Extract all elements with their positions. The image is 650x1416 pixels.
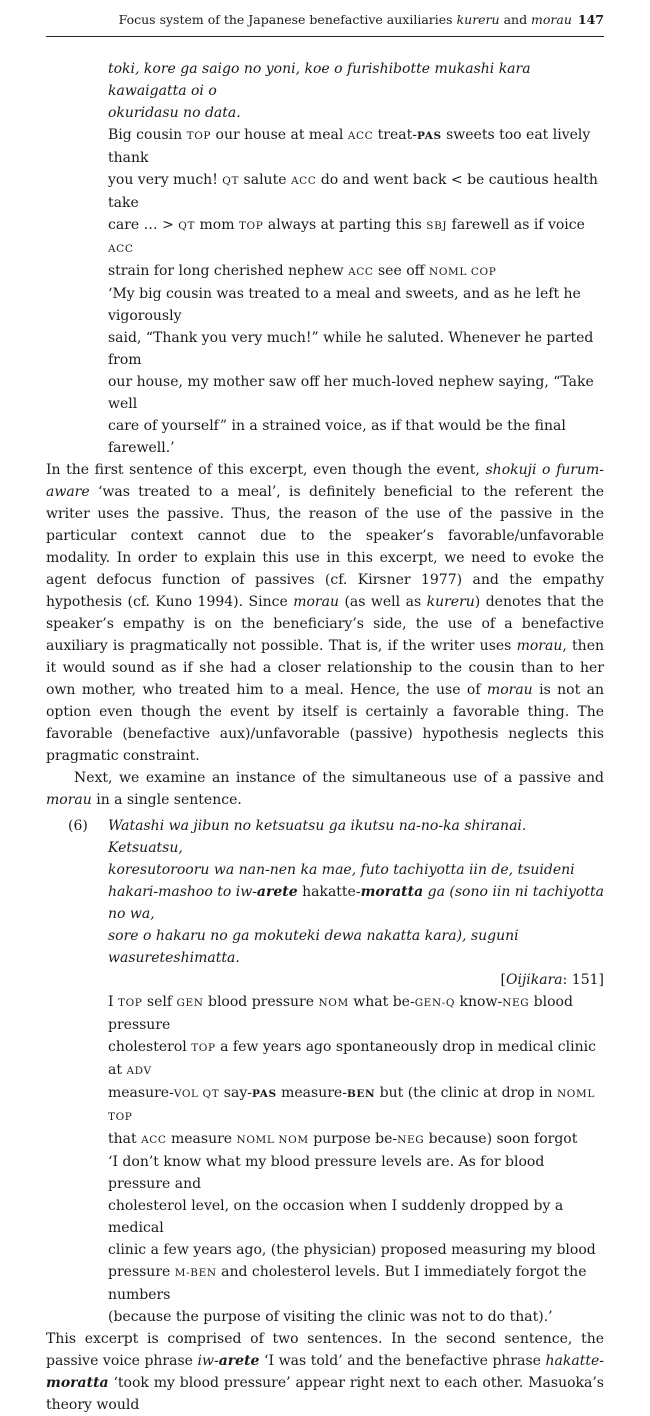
ex5-gloss-line: care … > QT mom TOP always at parting this SBJ farewell as if voice ACC — [108, 217, 585, 255]
ex5-translation-line: care of yourself” in a strained voice, as if that would be the final farewell.’ — [108, 418, 566, 456]
ex5-translation-line: said, “Thank you very much!” while he saluted. Whenever he parted from — [108, 330, 594, 368]
ex6-gloss-line: that ACC measure NOML NOM purpose be-NEG because) soon forgot — [108, 1131, 578, 1147]
ex6-japanese-line: sore o hakaru no ga mokuteki dewa nakatta kara), suguni wasureteshimatta. — [108, 928, 519, 966]
body-paragraph-3: This excerpt is comprised of two sentences. In the second sentence, the passive voice phrase iw-arete ‘I was told’ and the benefactive phrase hakatte-moratta ‘took my blood pressure’ appear right next to each other. Masuoka’s theory would — [46, 1331, 604, 1413]
example-source: [Oijikara: 151] — [500, 972, 604, 988]
ex5-japanese-line: okuridasu no data. — [108, 105, 241, 121]
body-paragraph-2: Next, we examine an instance of the simultaneous use of a passive and morau in a single sentence. — [46, 770, 604, 808]
example-6 — [68, 815, 604, 1328]
body-paragraph-1: In the first sentence of this excerpt, even though the event, shokuji o furum-aware ‘was treated to a meal’, is definitely beneficial to the referent the writer uses the passive. Thus, the reason of the use of the passive in the particular context cannot due to the speaker’s favorable/unfavorable modality. In order to explain this use in this excerpt, we need to evoke the agent defocus function of passives (cf. Kirsner 1977) and the empathy hypothesis (cf. Kuno 1994). Since morau (as well as kureru) denotes that the speaker’s empathy is on the beneficiary’s side, the use of a benefactive auxiliary is pragmatically not possible. That is, if the writer uses morau, then it would sound as if she had a closer relationship to the cousin than to her own mother, who treated him to a meal. Hence, the use of morau is not an option even though the event by itself is certainly a favorable thing. The favorable (benefactive aux)/unfavorable (passive) hypothesis neglects this pragmatic constraint. — [46, 462, 605, 764]
header-title: Focus system of the Japanese benefactive auxiliaries kureru and morau — [118, 12, 572, 27]
ex6-gloss-line: I TOP self GEN blood pressure NOM what be-GEN-Q know-NEG blood pressure — [108, 994, 573, 1033]
ex6-japanese-line: hakari-mashoo to iw-arete hakatte-moratta ga (sono iin ni tachiyotta no wa, — [108, 884, 604, 922]
ex6-translation-line: (because the purpose of visiting the clinic was not to do that).’ — [108, 1309, 553, 1325]
example-number: (6) — [68, 818, 88, 834]
running-header — [46, 12, 604, 37]
ex5-gloss-line: strain for long cherished nephew ACC see off NOML COP — [108, 263, 497, 279]
ex5-gloss-line: you very much! QT salute ACC do and went back < be cautious health take — [108, 172, 598, 211]
ex6-gloss-line: measure-VOL QT say-PAS measure-BEN but (the clinic at drop in NOML TOP — [108, 1085, 595, 1123]
ex6-japanese-line: koresutorooru wa nan-nen ka mae, futo tachiyotta iin de, tsuideni — [108, 862, 575, 878]
ex5-japanese-line: toki, kore ga saigo no yoni, koe o furishibotte mukashi kara kawaigatta oi o — [108, 61, 531, 99]
ex6-translation-line: clinic a few years ago, (the physician) proposed measuring my blood — [108, 1242, 596, 1258]
ex6-translation-line: pressure M-BEN and cholesterol levels. But I immediately forgot the numbers — [108, 1264, 587, 1303]
ex5-gloss-line: Big cousin TOP our house at meal ACC treat-PAS sweets too eat lively thank — [108, 127, 591, 166]
page-body — [46, 58, 604, 1416]
ex5-translation-line: our house, my mother saw off her much-loved nephew saying, “Take well — [108, 374, 594, 412]
page-number: 147 — [577, 12, 604, 27]
ex6-translation-line: cholesterol level, on the occasion when I suddenly dropped by a medical — [108, 1198, 564, 1236]
ex6-gloss-line: cholesterol TOP a few years ago spontaneously drop in medical clinic at ADV — [108, 1039, 596, 1078]
ex5-translation-line: ‘My big cousin was treated to a meal and sweets, and as he left he vigorously — [108, 286, 581, 324]
ex6-translation-line: ‘I don’t know what my blood pressure levels are. As for blood pressure and — [108, 1154, 545, 1192]
example-5 — [108, 58, 604, 459]
ex6-japanese-line: Watashi wa jibun no ketsuatsu ga ikutsu na-no-ka shiranai. Ketsuatsu, — [108, 818, 527, 856]
